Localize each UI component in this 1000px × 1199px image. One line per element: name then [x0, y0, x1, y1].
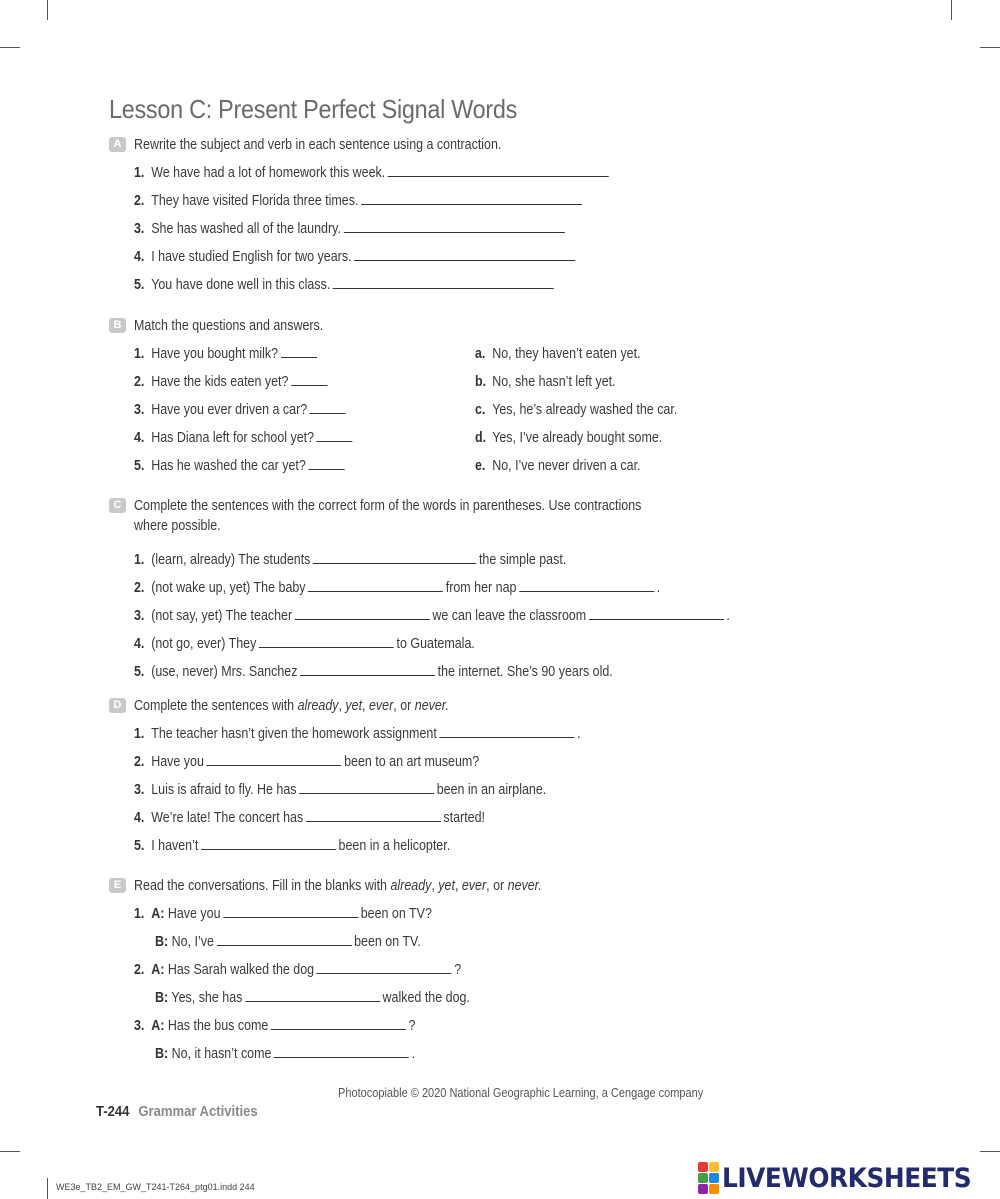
list-item: 5. You have done well in this class. — [109, 271, 749, 299]
match-row: 1. Have you bought milk? a. No, they haven’t eaten yet. — [134, 346, 641, 362]
answer-blank[interactable] — [317, 961, 452, 974]
section-c — [109, 496, 749, 686]
liveworksheets-icon — [698, 1162, 719, 1194]
match-row: 3. Have you ever driven a car? c. Yes, he’s already washed the car. — [134, 402, 678, 418]
section-b-instruction: B Match the questions and answers. — [109, 316, 749, 336]
section-badge: D — [109, 698, 126, 713]
conversation-line: B: No, it hasn’t come . — [155, 1046, 416, 1062]
section-a-instruction: A Rewrite the subject and verb in each sentence using a contraction. — [109, 135, 749, 155]
answer-blank[interactable] — [388, 164, 609, 177]
copyright-notice: Photocopiable © 2020 National Geographic Learning, a Cengage company — [338, 1086, 704, 1100]
list-item: 2. Have you been to an art museum? — [134, 754, 480, 770]
match-row: 5. Has he washed the car yet? e. No, I’ve never driven a car. — [134, 458, 641, 474]
answer-blank[interactable] — [206, 753, 341, 766]
crop-mark — [980, 1151, 1000, 1152]
answer-blank[interactable] — [217, 933, 352, 946]
answer-blank[interactable] — [300, 663, 435, 676]
answer-blank[interactable] — [344, 220, 565, 233]
section-badge: C — [109, 498, 126, 513]
answer-blank[interactable] — [291, 373, 327, 386]
answer-blank[interactable] — [295, 607, 430, 620]
answer-blank[interactable] — [354, 248, 575, 261]
section-badge: A — [109, 137, 126, 152]
file-slug: WE3e_TB2_EM_GW_T241-T264_ptg01.indd 244 — [56, 1182, 255, 1192]
conversation-line: 3. A: Has the bus come ? — [134, 1018, 416, 1034]
list-item: 5. I haven’t been in a helicopter. — [134, 838, 451, 854]
answer-blank[interactable] — [259, 635, 394, 648]
conversation-line: 1. A: Have you been on TV? — [134, 906, 432, 922]
section-a — [109, 135, 749, 299]
section-d — [109, 696, 749, 860]
logo-square — [698, 1162, 708, 1172]
section-d-instruction: D Complete the sentences with already, yet, ever, or never. — [109, 696, 749, 716]
logo-square — [709, 1184, 719, 1194]
list-item: 2. (not wake up, yet) The baby from her nap . — [134, 580, 661, 596]
logo-square — [709, 1162, 719, 1172]
answer-blank[interactable] — [333, 276, 554, 289]
answer-blank[interactable] — [439, 725, 574, 738]
page-number: T-244 — [96, 1104, 130, 1120]
page-title: Lesson C: Present Perfect Signal Words — [109, 94, 518, 124]
answer-blank[interactable] — [245, 989, 380, 1002]
answer-blank[interactable] — [589, 607, 724, 620]
logo-square — [698, 1173, 708, 1183]
page-footer — [96, 1104, 258, 1120]
crop-mark — [980, 47, 1000, 48]
answer-blank[interactable] — [361, 192, 582, 205]
crop-mark — [951, 0, 952, 20]
list-item: 1. The teacher hasn’t given the homework assignment . — [134, 726, 581, 742]
crop-mark — [0, 47, 20, 48]
logo-square — [709, 1173, 719, 1183]
conversation-line: B: Yes, she has walked the dog. — [155, 990, 470, 1006]
list-item: 2. They have visited Florida three times. — [109, 187, 749, 215]
list-item: 4. We’re late! The concert has started! — [134, 810, 486, 826]
answer-blank[interactable] — [201, 837, 336, 850]
crop-mark — [0, 1151, 20, 1152]
list-item: 5. (use, never) Mrs. Sanchez the internet. She’s 90 years old. — [134, 664, 613, 680]
answer-blank[interactable] — [299, 781, 434, 794]
list-item: 3. She has washed all of the laundry. — [109, 215, 749, 243]
conversation-line: B: No, I’ve been on TV. — [155, 934, 421, 950]
answer-blank[interactable] — [313, 551, 476, 564]
list-item: 1. (learn, already) The students the simple past. — [134, 552, 567, 568]
liveworksheets-logo[interactable] — [698, 1163, 993, 1193]
crop-mark — [47, 1178, 48, 1199]
answer-blank[interactable] — [306, 809, 441, 822]
list-item: 4. (not go, ever) They to Guatemala. — [134, 636, 475, 652]
section-badge: B — [109, 318, 126, 333]
answer-blank[interactable] — [317, 429, 353, 442]
list-item: 1. We have had a lot of homework this week. — [109, 159, 749, 187]
answer-blank[interactable] — [310, 401, 346, 414]
match-row: 4. Has Diana left for school yet? d. Yes, I’ve already bought some. — [134, 430, 663, 446]
answer-blank[interactable] — [223, 905, 358, 918]
section-name: Grammar Activities — [138, 1104, 258, 1120]
match-row: 2. Have the kids eaten yet? b. No, she hasn’t left yet. — [134, 374, 616, 390]
section-e — [109, 876, 749, 1068]
list-item: 3. Luis is afraid to fly. He has been in an airplane. — [134, 782, 547, 798]
answer-blank[interactable] — [271, 1017, 406, 1030]
section-c-instruction: C Complete the sentences with the correct form of the words in parentheses. Use contractions where possible. — [109, 496, 749, 536]
answer-blank[interactable] — [519, 579, 654, 592]
answer-blank[interactable] — [308, 579, 443, 592]
section-badge: E — [109, 878, 126, 893]
list-item: 3. (not say, yet) The teacher we can leave the classroom . — [134, 608, 730, 624]
answer-blank[interactable] — [281, 345, 317, 358]
conversation-line: 2. A: Has Sarah walked the dog ? — [134, 962, 462, 978]
section-e-instruction: E Read the conversations. Fill in the blanks with already, yet, ever, or never. — [109, 876, 749, 896]
logo-text: LIVEWORKSHEETS — [722, 1162, 972, 1194]
section-b — [109, 316, 749, 480]
logo-square — [698, 1184, 708, 1194]
crop-mark — [47, 0, 48, 20]
list-item: 4. I have studied English for two years. — [109, 243, 749, 271]
answer-blank[interactable] — [274, 1045, 409, 1058]
answer-blank[interactable] — [308, 457, 344, 470]
